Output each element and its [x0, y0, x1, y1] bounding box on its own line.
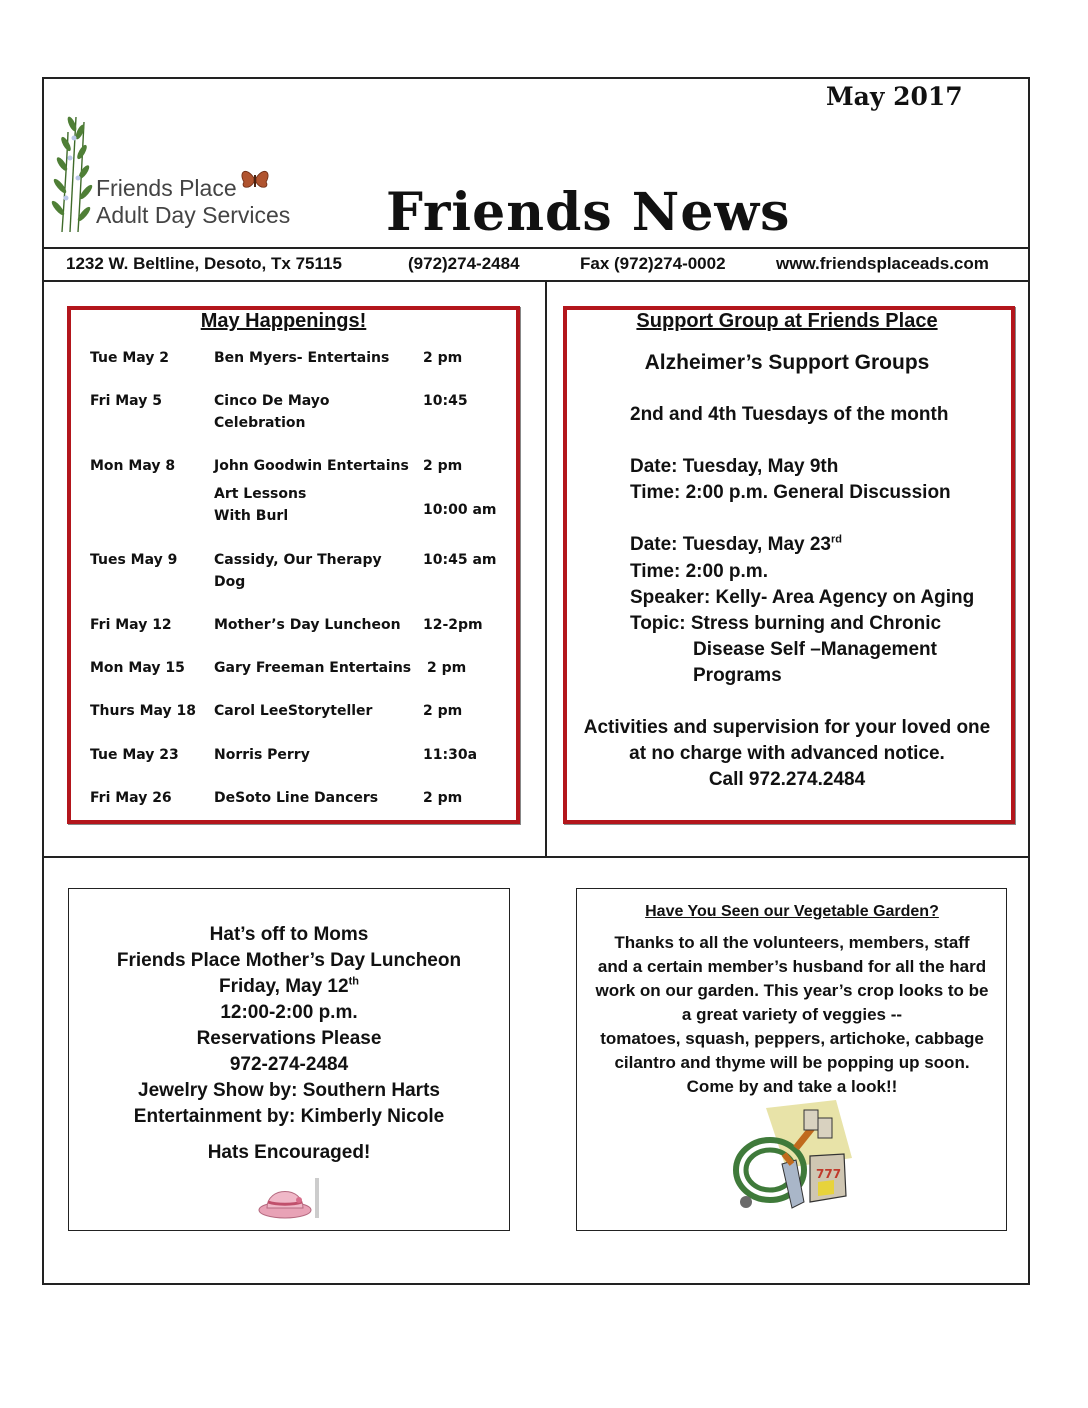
- garden-heading: Have You Seen our Vegetable Garden?: [645, 903, 939, 920]
- event-time: 10:45: [423, 393, 468, 409]
- garden-line: Thanks to all the volunteers, members, staff: [614, 933, 970, 952]
- event-name: Cassidy, Our Therapy Dog: [214, 552, 382, 590]
- event-time: 12-2pm: [423, 617, 483, 633]
- contact-fax: Fax (972)274-0002: [580, 254, 726, 273]
- event-time: 2 pm: [423, 790, 463, 806]
- garden-line: tomatoes, squash, peppers, artichoke, cabbage: [600, 1029, 984, 1048]
- mothers-day-text: [70, 922, 508, 1166]
- event-time: 2 pm: [427, 660, 467, 676]
- garden-line: a great variety of veggies --: [681, 1005, 903, 1024]
- column-divider: [545, 281, 547, 858]
- event-name: Ben Myers- Entertains: [214, 350, 390, 366]
- moms-date-suffix: th: [348, 975, 359, 988]
- event-date: Fri May 12: [90, 617, 172, 633]
- moms-line: Hats Encouraged!: [207, 1142, 371, 1163]
- logo-text: [96, 175, 290, 229]
- event-time: 2 pm: [423, 703, 463, 719]
- support-call: Call 972.274.2484: [708, 769, 866, 790]
- meeting-2-time: Time: 2:00 p.m.: [630, 561, 768, 582]
- event-date: Tue May 2: [90, 350, 170, 366]
- event-date: Thurs May 18: [90, 703, 197, 719]
- meeting-2-date-suffix: rd: [830, 533, 842, 546]
- support-subheading: Alzheimer’s Support Groups: [644, 351, 930, 374]
- logo-line-2: Adult Day Services: [96, 202, 291, 228]
- garden-line: and a certain member’s husband for all the hard: [597, 957, 987, 976]
- event-date: Tue May 23: [90, 747, 179, 763]
- contact-address: 1232 W. Beltline, Desoto, Tx 75115: [66, 254, 342, 273]
- event-date: Fri May 26: [90, 790, 172, 806]
- meeting-2-speaker: Speaker: Kelly- Area Agency on Aging: [630, 587, 975, 608]
- moms-line: Reservations Please: [196, 1028, 382, 1049]
- support-heading: Support Group at Friends Place: [636, 310, 938, 332]
- contact-rule: [42, 280, 1030, 282]
- event-time: 2 pm: [423, 458, 463, 474]
- moms-line: 972-274-2484: [229, 1054, 349, 1075]
- meeting-1-time: Time: 2:00 p.m. General Discussion: [630, 482, 951, 503]
- event-name: Norris Perry: [214, 747, 310, 763]
- logo-line-1: Friends Place: [96, 175, 237, 201]
- section-rule: [42, 856, 1030, 858]
- meeting-2-date-text: Date: Tuesday, May 23: [630, 534, 831, 555]
- support-note: at no charge with advanced notice.: [629, 743, 945, 764]
- meeting-1-date: Date: Tuesday, May 9th: [630, 456, 839, 477]
- issue-date: May 2017: [826, 82, 963, 111]
- event-time: 11:30a: [423, 747, 478, 763]
- event-date: Mon May 15: [90, 660, 185, 676]
- event-time: 10:00 am: [423, 502, 497, 518]
- meeting-2-topic: Topic: Stress burning and Chronic: [630, 613, 942, 634]
- event-name: John Goodwin Entertains: [214, 458, 409, 474]
- event-date: Mon May 8: [90, 458, 176, 474]
- garden-line: cilantro and thyme will be popping up soon.: [614, 1053, 970, 1072]
- moms-line: [70, 974, 508, 1000]
- moms-line: Entertainment by: Kimberly Nicole: [133, 1106, 445, 1127]
- newsletter-title: Friends News: [386, 182, 791, 243]
- event-name: Gary Freeman Entertains: [214, 660, 412, 676]
- garden-line: work on our garden. This year’s crop looks to be: [595, 981, 989, 1000]
- header-rule: [42, 247, 1030, 249]
- event-name: Carol LeeStoryteller: [214, 703, 373, 719]
- garden-text: [578, 900, 1006, 1099]
- moms-line: Hat’s off to Moms: [209, 924, 369, 945]
- svg-text:777: 777: [816, 1167, 842, 1181]
- event-date: Tues May 9: [90, 552, 178, 568]
- event-name: Art Lessons With Burl: [214, 486, 307, 524]
- event-name: Mother’s Day Luncheon: [214, 617, 401, 633]
- moms-line: Jewelry Show by: Southern Harts: [138, 1080, 440, 1101]
- meeting-2-topic-cont: Disease Self –Management: [693, 639, 937, 660]
- garden-line: Come by and take a look!!: [686, 1077, 898, 1096]
- moms-line: 12:00-2:00 p.m.: [220, 1002, 358, 1023]
- event-time: 2 pm: [423, 350, 463, 366]
- event-name: Cinco De Mayo Celebration: [214, 393, 330, 431]
- event-date: Fri May 5: [90, 393, 162, 409]
- happenings-heading: May Happenings!: [200, 310, 367, 332]
- event-time: 10:45 am: [423, 552, 497, 568]
- contact-phone: (972)274-2484: [408, 254, 520, 273]
- hat-icon: [255, 1172, 325, 1222]
- meeting-2-topic-cont: Programs: [693, 665, 782, 686]
- event-name: DeSoto Line Dancers: [214, 790, 379, 806]
- moms-line: Friends Place Mother’s Day Luncheon: [116, 950, 462, 971]
- support-schedule: 2nd and 4th Tuesdays of the month: [630, 404, 949, 425]
- garden-tools-icon: [726, 1098, 856, 1220]
- moms-date: Friday, May 12: [219, 976, 349, 997]
- meeting-2-date: [630, 532, 842, 558]
- support-note: Activities and supervision for your loved one: [583, 717, 991, 738]
- contact-website[interactable]: www.friendsplaceads.com: [776, 254, 989, 273]
